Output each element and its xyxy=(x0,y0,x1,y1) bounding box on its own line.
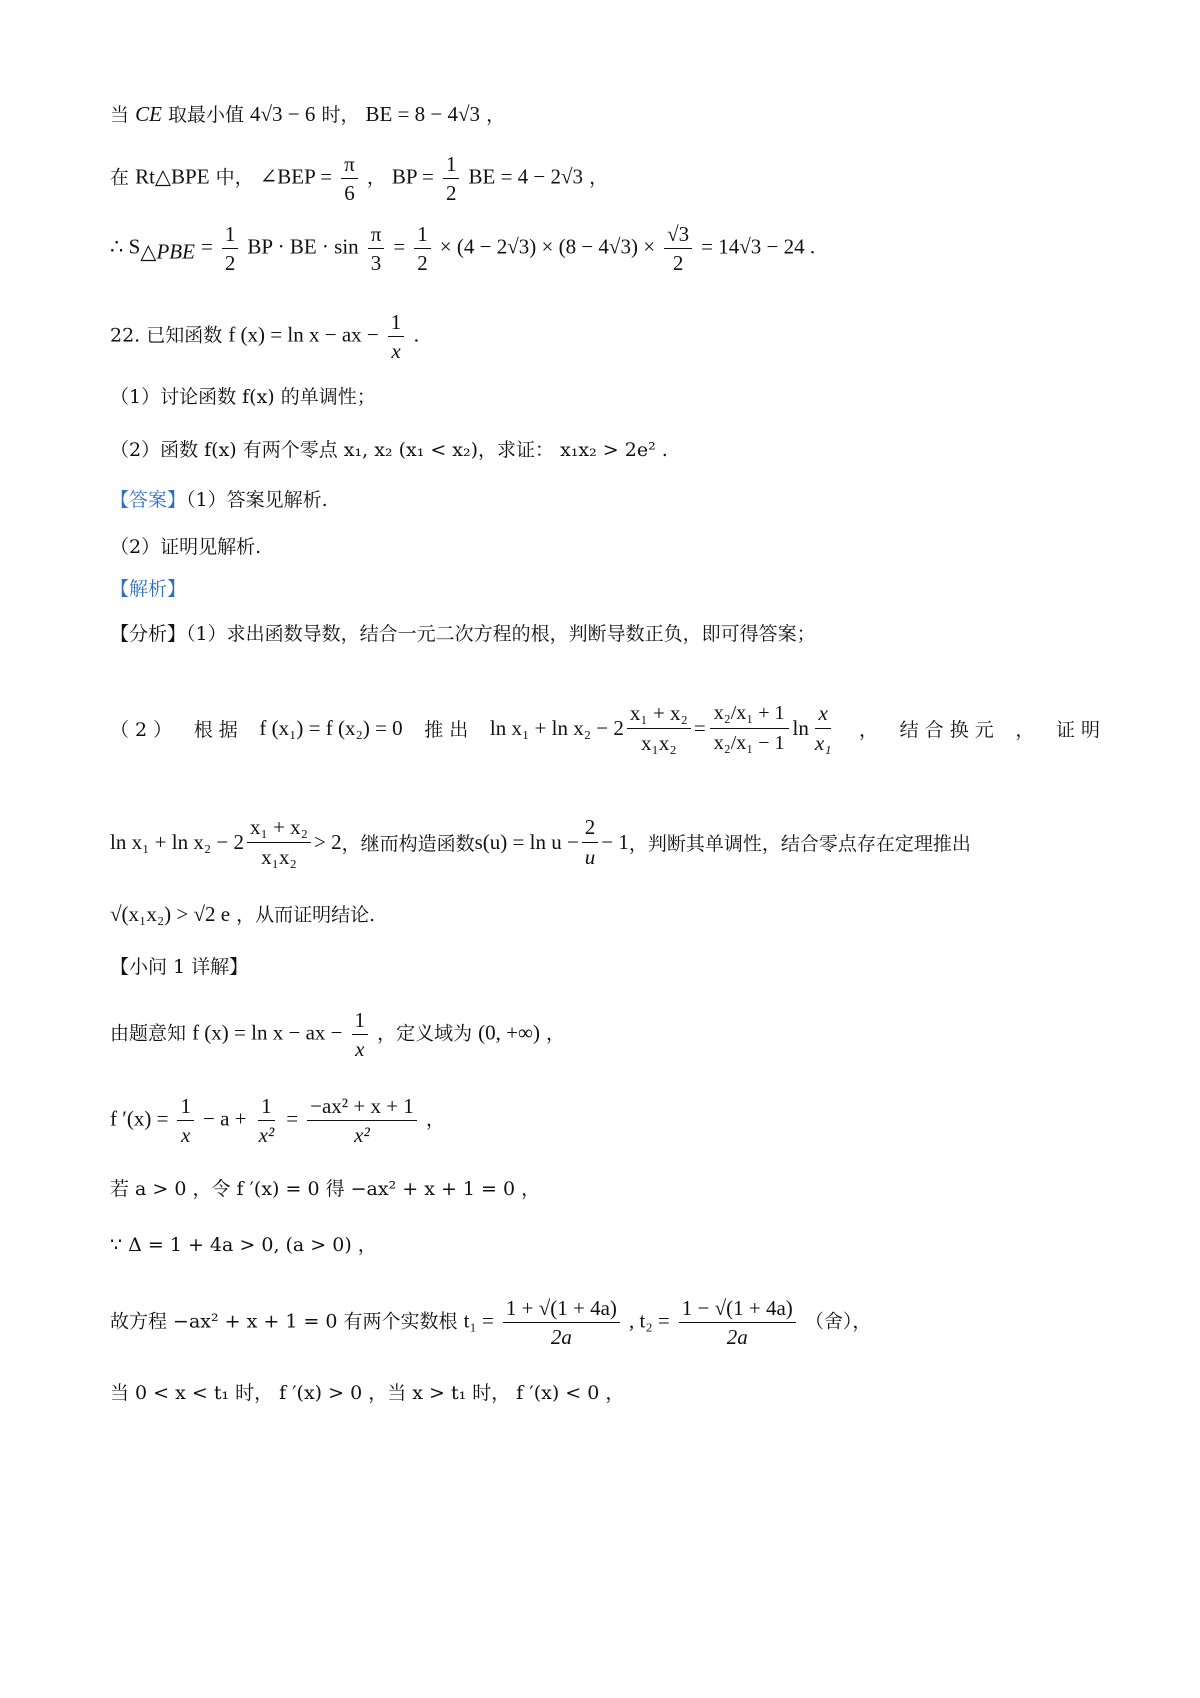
text: ， xyxy=(589,166,609,189)
fraction-pi-6 xyxy=(341,152,358,205)
fraction-half xyxy=(414,222,431,275)
numerator: x₁ + x₂ xyxy=(627,701,691,728)
question-part-2 xyxy=(110,441,668,460)
math-eq: = xyxy=(393,234,406,259)
math-value: 4√3 − 6 xyxy=(250,102,316,126)
derivative-line xyxy=(110,1094,445,1147)
text: . xyxy=(413,324,420,347)
denominator: x₁ xyxy=(814,730,832,755)
math-triangle: Rt△BPE xyxy=(135,164,210,189)
math-t1: t₁ = xyxy=(463,1308,494,1333)
denominator: x² xyxy=(354,1123,370,1148)
answer-line-2 xyxy=(110,538,261,557)
fraction-pi-3 xyxy=(368,222,385,275)
denominator: 2 xyxy=(672,251,684,276)
subscript: △PBE xyxy=(140,239,195,264)
text: （2）证明见解析. xyxy=(110,536,262,558)
line-ce-min xyxy=(110,104,505,125)
analysis-tag: 【解析】 xyxy=(110,578,187,600)
math-eq: = xyxy=(286,1106,299,1131)
fraction-x-x1 xyxy=(812,701,835,754)
numerator: √3 xyxy=(664,222,692,249)
fraction-1-x xyxy=(388,310,405,363)
math-product: BP · BE · sin xyxy=(247,234,359,259)
line-area-formula xyxy=(110,222,815,275)
math-su: s(u) = ln u − xyxy=(474,829,579,854)
math-eq: = xyxy=(200,234,213,259)
domain-line xyxy=(110,1008,565,1061)
fraction-1-x2 xyxy=(256,1094,278,1147)
math-angle: ∠BEP = xyxy=(259,164,333,189)
fraction-sum-prod xyxy=(627,701,691,754)
numerator: 1 − √(1 + 4a) xyxy=(679,1296,796,1323)
text: ， xyxy=(425,1108,445,1131)
text: （1）讨论函数 f(x) 的单调性； xyxy=(110,386,376,408)
numerator: 1 xyxy=(352,1008,369,1035)
numerator: π xyxy=(368,222,385,249)
math-result: = 14√3 − 24 . xyxy=(701,234,816,259)
math-expr: ln x₁ + ln x₂ − 2 xyxy=(489,715,624,740)
fraction-half xyxy=(222,222,239,275)
text: 推 出 xyxy=(424,718,469,741)
question-number: 22. 已知函数 xyxy=(110,324,223,347)
numerator: 1 xyxy=(258,1094,275,1121)
text: ， xyxy=(859,718,879,741)
text: 当 0 < x < t₁ 时， f ′(x) > 0 ，当 x > t₁ 时， f ′(x) < 0 ， xyxy=(110,1382,625,1404)
denominator: 3 xyxy=(370,251,382,276)
line-triangle-bpe xyxy=(110,152,608,205)
text: 根 据 xyxy=(193,718,238,741)
text: （ 2 ） xyxy=(110,718,173,741)
fraction-2-u xyxy=(582,815,599,868)
fraction-1-x xyxy=(177,1094,194,1147)
numerator: 2 xyxy=(582,815,599,842)
text: 在 xyxy=(110,166,130,189)
denominator: 2a xyxy=(550,1325,572,1350)
fraction-sqrt3-2 xyxy=(664,222,692,275)
question-22 xyxy=(110,310,419,363)
denominator: 2 xyxy=(445,181,457,206)
denominator: 6 xyxy=(344,181,355,206)
math-ln: ln xyxy=(792,715,809,740)
answer-tag: 【答案】 xyxy=(110,489,187,511)
text: （舍）， xyxy=(804,1310,872,1333)
math-domain: (0, +∞) xyxy=(478,1020,540,1045)
math-minus-one: − 1 xyxy=(601,829,629,854)
text: ， xyxy=(1015,718,1035,741)
math-be: BE = 8 − 4√3 xyxy=(365,102,481,126)
denominator: x₁x₂ xyxy=(641,730,677,755)
text: 若 a > 0 ，令 f ′(x) = 0 得 −ax² + x + 1 = 0 ， xyxy=(110,1178,541,1200)
numerator: π xyxy=(341,152,358,179)
math-function: f (x) = ln x − ax − xyxy=(192,1020,343,1045)
text: 取最小值 xyxy=(167,104,244,126)
denominator: 2a xyxy=(726,1325,748,1350)
text: （2）函数 f(x) 有两个零点 x₁, x₂ (x₁ < x₂)，求证： x₁x₂ > 2e² . xyxy=(110,439,668,461)
denominator: 2 xyxy=(224,251,236,276)
text: 证 明 xyxy=(1055,718,1100,741)
numerator: 1 + √(1 + 4a) xyxy=(503,1296,620,1323)
denominator: x xyxy=(181,1123,191,1148)
fraction-quadratic xyxy=(307,1094,417,1147)
math-derivation xyxy=(490,701,838,754)
fenxi-line xyxy=(110,625,816,644)
denominator: u xyxy=(584,844,596,869)
fraction-root-2 xyxy=(679,1296,796,1349)
text: ，继而构造函数 xyxy=(341,832,475,855)
conclusion-line xyxy=(110,904,375,925)
analysis-part-2-continued xyxy=(110,812,1100,872)
numerator: 1 xyxy=(414,222,431,249)
numerator: 1 xyxy=(222,222,239,249)
monotonic-line xyxy=(110,1384,624,1403)
math-derivative: f ′(x) = xyxy=(110,1106,169,1131)
math-s: ∴ S xyxy=(110,234,141,259)
math-sqrt-ineq: √(x₁x₂) > √2 e xyxy=(110,902,231,926)
numerator: 1 xyxy=(443,152,460,179)
text: 中， xyxy=(215,166,254,189)
roots-line xyxy=(110,1296,871,1349)
text: 【分析】（1）求出函数导数，结合一元二次方程的根，判断导数正负，即可得答案； xyxy=(110,623,816,645)
text: 由题意知 xyxy=(110,1022,187,1045)
numerator: 1 xyxy=(177,1094,194,1121)
text: （1）答案见解析. xyxy=(186,489,328,511)
denominator: x₂/x₁ − 1 xyxy=(713,731,785,754)
text: 故方程 −ax² + x + 1 = 0 有两个实数根 xyxy=(110,1310,458,1333)
answer-line-1 xyxy=(110,491,328,510)
numerator: 1 xyxy=(388,310,405,337)
text: ∵ Δ = 1 + 4a > 0, (a > 0) ， xyxy=(110,1234,377,1256)
math-be-value: BE = 4 − 2√3 xyxy=(468,164,584,189)
text: ，定义域为 xyxy=(377,1022,473,1045)
math-expr: ln x₁ + ln x₂ − 2 xyxy=(110,829,244,854)
text: ， xyxy=(366,166,386,189)
text: 时， xyxy=(321,104,360,126)
math-t2: , t₂ = xyxy=(628,1308,670,1333)
numerator: x xyxy=(815,701,830,728)
denominator: x² xyxy=(258,1123,275,1148)
xiaowen-1-tag xyxy=(110,958,248,977)
fraction-half xyxy=(443,152,460,205)
numerator: x₁ + x₂ xyxy=(247,815,311,842)
case-a-positive xyxy=(110,1180,540,1199)
numerator: −ax² + x + 1 xyxy=(307,1094,417,1121)
text: 当 xyxy=(110,104,130,126)
denominator: x xyxy=(391,339,401,364)
analysis-tag-line xyxy=(110,580,186,599)
text: ，从而证明结论. xyxy=(236,904,376,926)
math-product: × (4 − 2√3) × (8 − 4√3) × xyxy=(439,234,656,259)
denominator: x₁x₂ xyxy=(261,844,297,869)
fraction-ratio xyxy=(710,702,789,755)
denominator: x xyxy=(355,1037,365,1062)
denominator: 2 xyxy=(417,251,428,276)
text: ，判断其单调性，结合零点存在定理推出 xyxy=(628,832,971,855)
text: ， xyxy=(546,1022,566,1045)
fraction-root-1 xyxy=(503,1296,620,1349)
fraction-sum-prod xyxy=(247,815,311,868)
text: 结 合 换 元 xyxy=(899,718,994,741)
text: ， xyxy=(486,104,506,126)
discriminant-line xyxy=(110,1236,377,1255)
numerator: x₂/x₁ + 1 xyxy=(710,702,789,729)
math-ineq: > 2 xyxy=(314,829,342,854)
math-ce: CE xyxy=(135,102,162,126)
math-function: f (x) = ln x − ax − xyxy=(228,322,379,347)
math-zero: f (x₁) = f (x₂) = 0 xyxy=(259,715,403,740)
fraction-1-x xyxy=(352,1008,369,1061)
math-expr: − a + xyxy=(203,1106,247,1131)
analysis-part-2 xyxy=(110,668,1100,788)
math-bp: BP = xyxy=(391,164,434,189)
section-tag: 【小问 1 详解】 xyxy=(110,956,249,978)
question-part-1 xyxy=(110,388,376,407)
math-eq: = xyxy=(693,715,706,740)
